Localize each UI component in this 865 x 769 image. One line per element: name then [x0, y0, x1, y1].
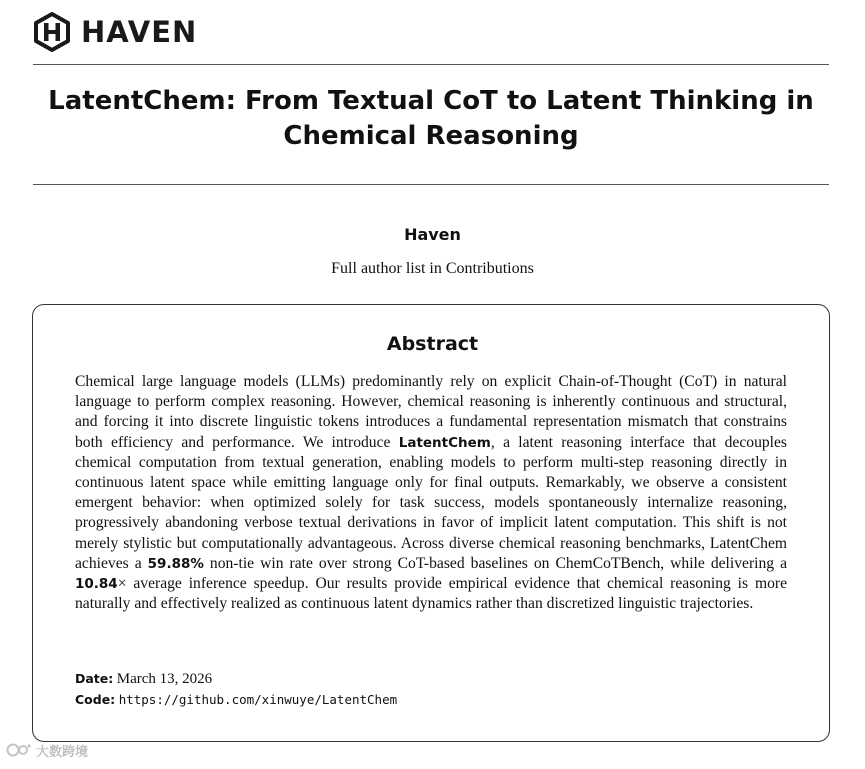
abstract-heading: Abstract [386, 333, 479, 355]
top-divider [33, 64, 829, 65]
date-label: Date: [75, 671, 114, 686]
author-name: Haven [404, 225, 461, 244]
method-name: LatentChem [398, 434, 491, 451]
title-divider [33, 184, 829, 185]
paper-title: LatentChem: From Textual CoT to Latent Thinking in Chemical Reasoning [48, 86, 814, 151]
code-link[interactable]: https://github.com/xinwuye/LatentChem [118, 692, 398, 707]
haven-logo-icon [33, 12, 71, 52]
author-note: Full author list in Contributions [331, 260, 534, 277]
speedup-value: 10.84 [75, 576, 118, 593]
watermark-logo-icon [6, 740, 32, 760]
abstract-text-2: , a latent reasoning interface that decouples chemical computation from textual generation, enabling models to perform multi-step reasoning directly in continuous latent space while emitting language only for final outputs. Remarkably, we observe a consistent emergent behavior: when optimized solely for task success, models spontaneously internalize reasoning, progressively abandoning verbose textual derivations in favor of implicit latent computation. This shift is not merely stylistic but computationally advantageous. Across diverse chemical reasoning benchmarks, LatentChem achieves a [75, 433, 787, 572]
date-row [75, 671, 212, 688]
abstract-text-1: Chemical large language models (LLMs) predominantly rely on explicit Chain-of-Thought (CoT) in natural language to perform complex reasoning. However, chemical reasoning is inherently continuous and structural, and forcing it into discrete linguistic tokens introduces a fundamental representation mismatch that constrains both efficiency and performance. We introduce [75, 373, 787, 451]
win-rate-value: 59.88% [147, 555, 204, 572]
abstract-body [75, 372, 787, 614]
abstract-text-4: × average inference speedup. Our results provide empirical evidence that chemical reasoning is more naturally and effectively realized as continuous latent dynamics rather than discretized linguistic trajectories. [75, 575, 787, 613]
code-label: Code: [75, 692, 116, 707]
watermark [6, 740, 88, 760]
watermark-text: 大数跨境 [36, 744, 89, 760]
code-row [75, 692, 397, 709]
abstract-text-3: non-tie win rate over strong CoT-based baselines on ChemCoTBench, while delivering a [203, 554, 787, 572]
header [33, 12, 197, 52]
date-value: March 13, 2026 [116, 671, 213, 687]
brand-name: HAVEN [81, 15, 198, 49]
